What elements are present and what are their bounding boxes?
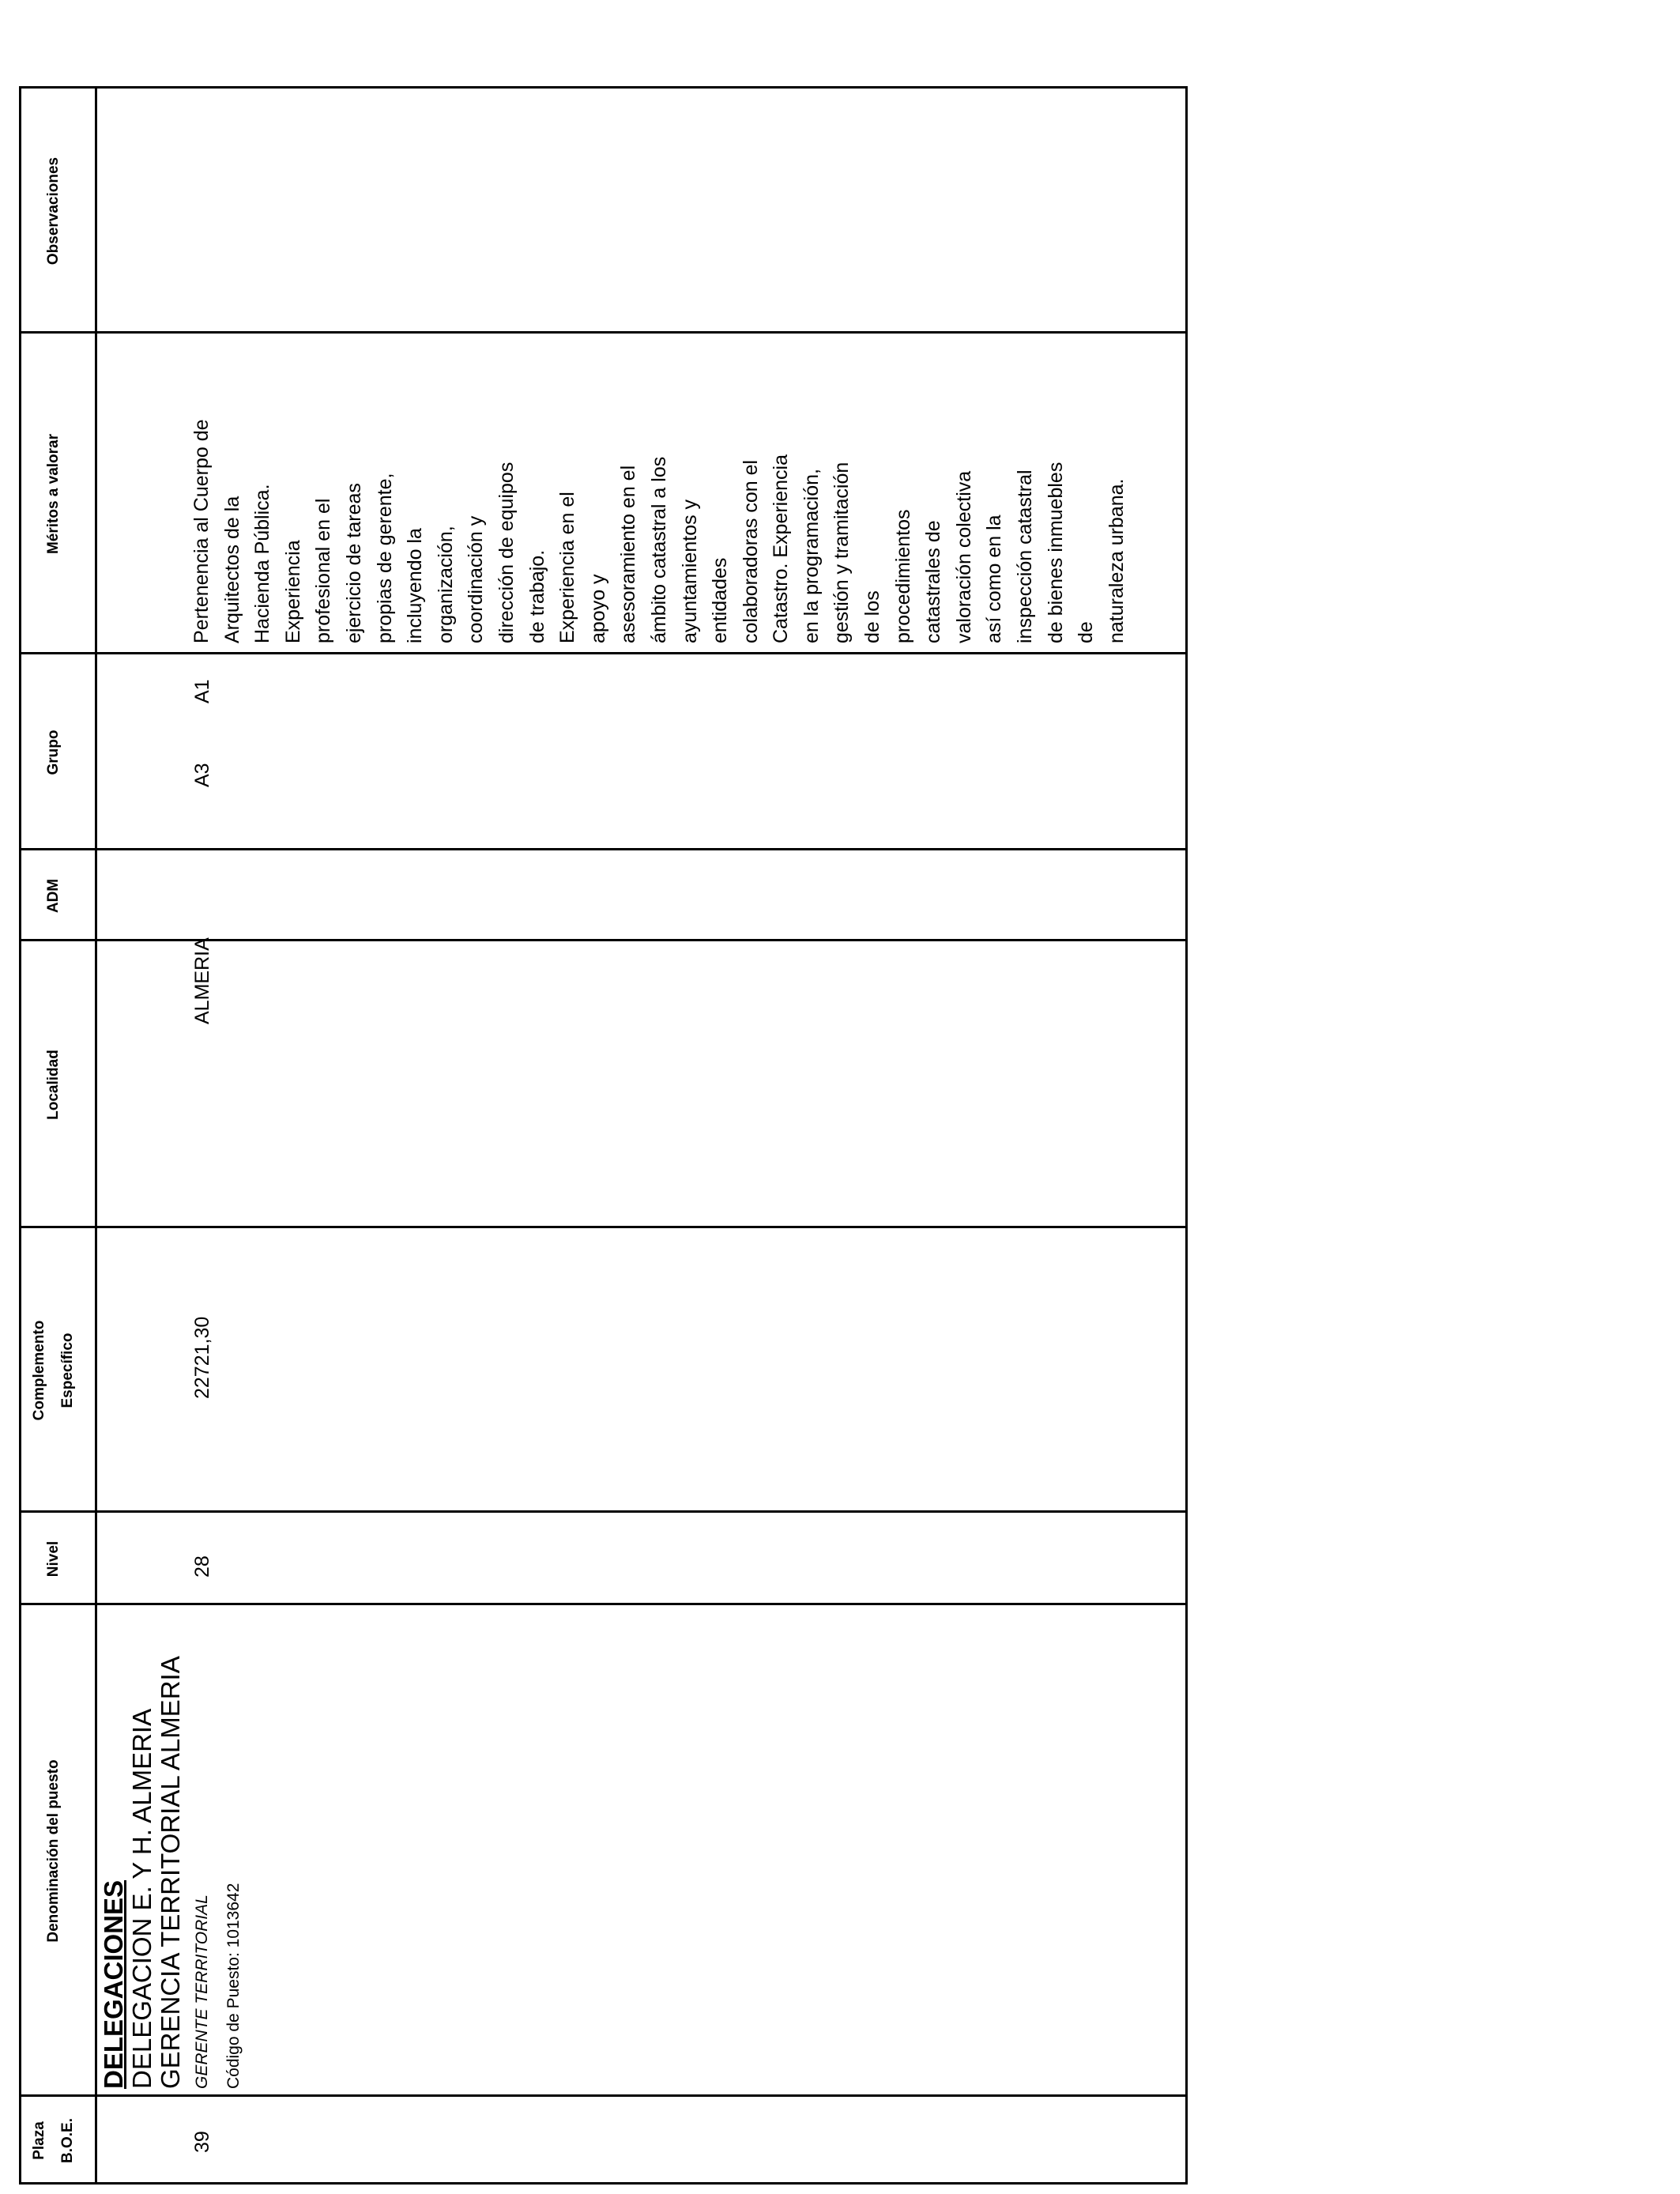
meritos-line: ayuntamientos y (678, 499, 701, 643)
meritos-line: profesional en el (312, 498, 335, 643)
header-plaza: Plaza B.O.E. (31, 2118, 76, 2164)
meritos-line: así como en la (983, 515, 1006, 643)
table-border-top (19, 86, 21, 2185)
col-divider-adm (19, 848, 1188, 850)
meritos-line: incluyendo la (404, 528, 427, 643)
header-nivel: Nivel (45, 1540, 62, 1578)
plaza-value: 39 (191, 2131, 213, 2153)
meritos-line: naturaleza urbana. (1105, 478, 1128, 643)
meritos-line: dirección de equipos (495, 462, 518, 643)
col-divider-nivel (19, 1510, 1188, 1513)
col-divider-meritos (19, 331, 1188, 334)
puesto-name: GERENTE TERRITORIAL (193, 1894, 211, 2089)
meritos-line: valoración colectiva (952, 470, 975, 643)
col-divider-grupo (19, 652, 1188, 654)
meritos-line: Arquitectos de la (220, 496, 243, 643)
meritos-line: organización, (434, 526, 457, 643)
meritos-line: de bienes inmuebles (1044, 462, 1067, 643)
meritos-line: Pertenencia al Cuerpo de (190, 419, 213, 643)
meritos-line: apoyo y (586, 574, 609, 643)
meritos-line: procedimientos (891, 509, 914, 643)
meritos-line: Hacienda Pública. (251, 484, 274, 643)
gerencia-name: GERENCIA TERRITORIAL ALMERIA (156, 1656, 185, 2089)
meritos-line: coordinación y (465, 515, 488, 643)
header-grupo: Grupo (45, 729, 62, 775)
meritos-line: Catastro. Experiencia (770, 454, 793, 643)
meritos-line: Experiencia en el (556, 492, 579, 643)
meritos-line: de los (861, 590, 884, 643)
header-adm: ADM (45, 878, 62, 914)
col-divider-plaza (19, 2094, 1188, 2097)
meritos-text (186, 419, 1132, 643)
table-border-bottom (1185, 86, 1188, 2185)
meritos-line: catastrales de (922, 520, 945, 643)
delegacion-name: DELEGACION E. Y H. ALMERIA (127, 1708, 156, 2089)
table-border-left (19, 2182, 1188, 2185)
meritos-line: inspección catastral (1014, 469, 1037, 643)
meritos-line: en la programación, (800, 469, 823, 643)
complemento-value: 22721,30 (191, 1316, 213, 1399)
col-divider-denominacion (19, 1603, 1188, 1605)
meritos-line: gestión y tramitación (831, 462, 853, 643)
grupo-value: A1 (191, 679, 213, 703)
codigo-puesto: Código de Puesto: 1013642 (224, 1883, 243, 2089)
header-localidad: Localidad (45, 1050, 62, 1120)
nivel-value: 28 (191, 1555, 213, 1578)
header-denominacion: Denominación del puesto (45, 1759, 62, 1943)
header-observaciones: Observaciones (45, 156, 62, 266)
adm-value: A3 (191, 763, 213, 787)
localidad-value: ALMERIA (191, 937, 213, 1024)
meritos-line: Experiencia (281, 540, 304, 643)
meritos-line: de (1075, 621, 1098, 643)
meritos-line: colaboradoras con el (739, 459, 762, 643)
meritos-line: ejercicio de tareas (342, 483, 365, 643)
meritos-line: de trabajo. (525, 549, 548, 643)
meritos-line: entidades (709, 557, 732, 643)
section-title: DELEGACIONES (99, 1879, 128, 2089)
meritos-line: propias de gerente, (373, 473, 396, 643)
header-complemento: Complemento Específico (31, 1320, 76, 1421)
table-border-right (19, 86, 1188, 89)
meritos-line: ámbito catastral a los (647, 456, 670, 643)
col-divider-complemento (19, 1226, 1188, 1228)
header-meritos: Méritos a valorar (45, 433, 62, 555)
header-separator (95, 86, 97, 2185)
meritos-line: asesoramiento en el (617, 465, 640, 643)
